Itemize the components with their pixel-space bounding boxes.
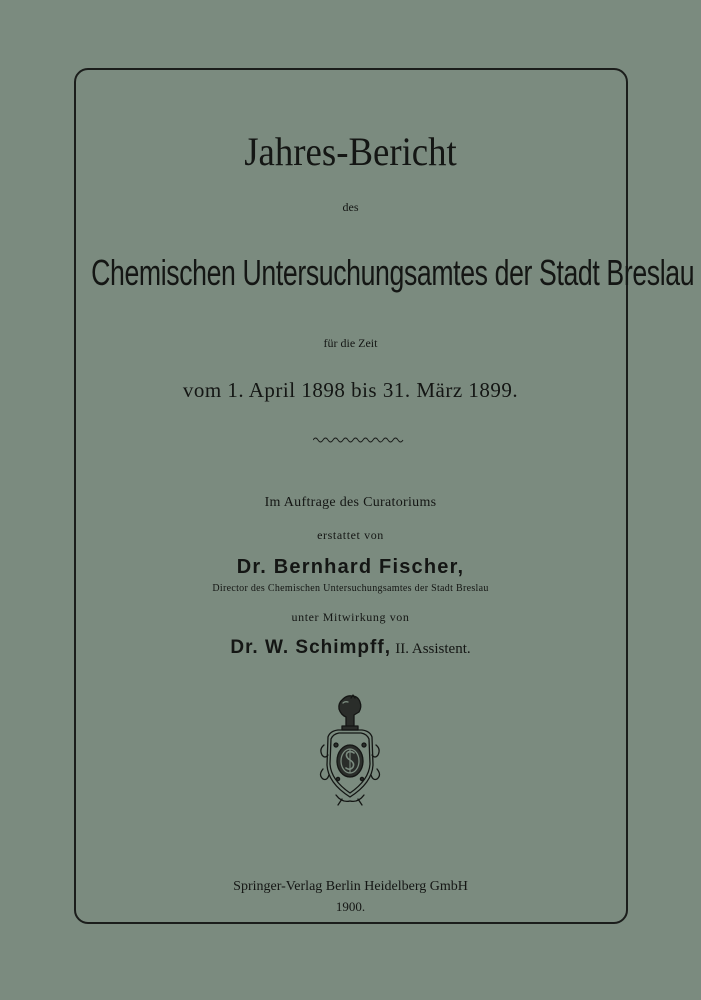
cooperation-line: unter Mitwirkung von <box>291 610 410 624</box>
publisher-line: Springer-Verlag Berlin Heidelberg GmbH <box>233 879 468 894</box>
book-title: Jahres-Bericht <box>244 129 457 174</box>
assistant-role: II. Assistent. <box>395 641 471 657</box>
assistant-name: Dr. W. Schimpff, <box>230 637 391 658</box>
report-period: vom 1. April 1898 bis 31. März 1899. <box>182 378 519 402</box>
commission-line: Im Auftrage des Curatoriums <box>264 495 437 510</box>
author-role: Director des Chemischen Untersuchungsamtes der Stadt Breslau <box>212 583 489 594</box>
springer-horse-emblem-icon <box>316 693 384 807</box>
period-label: für die Zeit <box>323 336 378 350</box>
title-connector: des <box>342 200 359 214</box>
submitted-by-line: erstattet von <box>317 528 384 542</box>
wavy-rule-ornament <box>313 435 405 445</box>
publication-year: 1900. <box>335 899 366 914</box>
institution-name: Chemischen Untersuchungsamtes der Stadt Breslau <box>91 252 695 293</box>
assistant-line <box>0 637 701 659</box>
author-name: Dr. Bernhard Fischer, <box>236 556 465 578</box>
